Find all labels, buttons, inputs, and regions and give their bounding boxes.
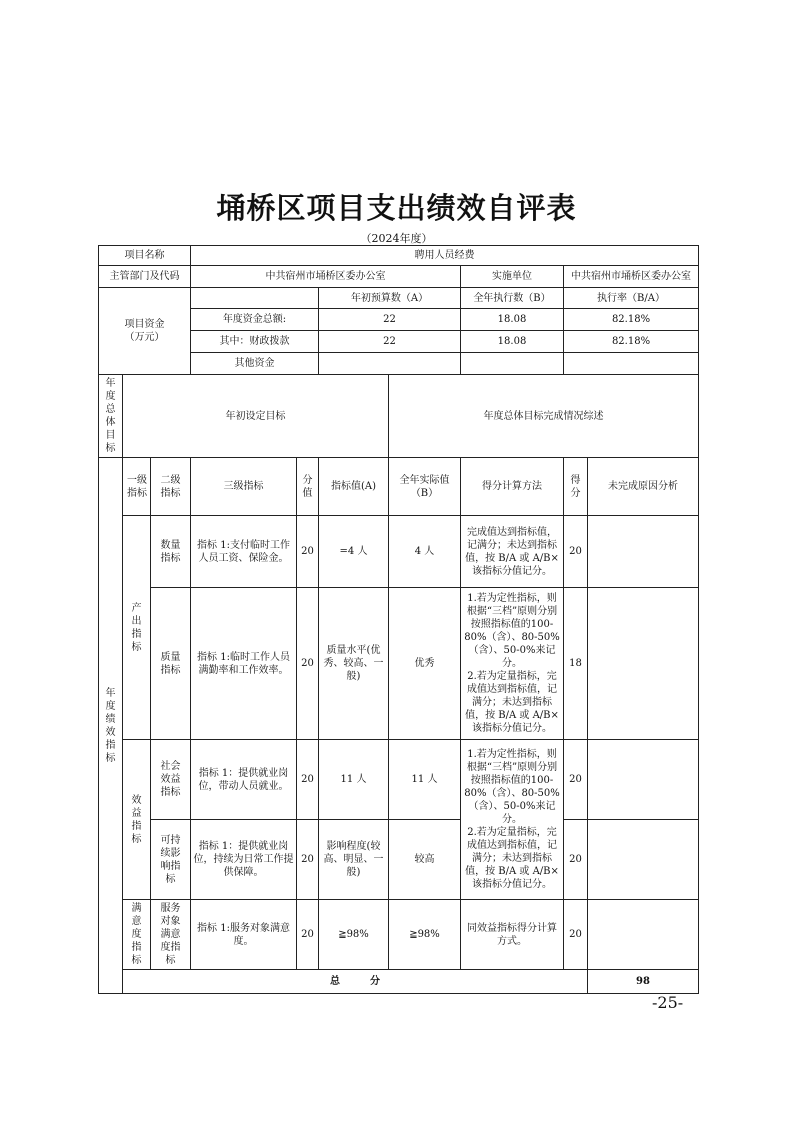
satisfaction-group-label: 满意度指标 — [123, 900, 151, 970]
goal-summary-header: 年度总体目标完成情况综述 — [389, 375, 699, 458]
actual-cell: 较高 — [389, 820, 461, 900]
table-row — [99, 588, 699, 740]
level3-cell: 指标 1:服务对象满意度。 — [191, 900, 297, 970]
actual-cell: 优秀 — [389, 588, 461, 740]
score-header: 得分 — [564, 458, 588, 516]
target-header: 指标值(A) — [319, 458, 389, 516]
score-cell: 18 — [564, 588, 588, 740]
method-cell: 同效益指标得分计算方式。 — [461, 900, 564, 970]
reason-cell — [588, 740, 699, 820]
annual-goal-row — [99, 375, 699, 458]
level3-cell: 指标 1:支付临时工作人员工资、保险金。 — [191, 516, 297, 588]
score-cell: 20 — [564, 820, 588, 900]
reason-cell — [588, 820, 699, 900]
budget-header: 年初预算数（A） — [319, 288, 461, 309]
other-budget — [319, 353, 461, 375]
output-group-label: 产出指标 — [123, 516, 151, 740]
weight-cell: 20 — [297, 900, 319, 970]
total-funds-label: 年度资金总额: — [191, 309, 319, 331]
weight-cell: 20 — [297, 516, 319, 588]
actual-cell: 4 人 — [389, 516, 461, 588]
reason-cell — [588, 516, 699, 588]
table-row — [99, 900, 699, 970]
fiscal-label: 其中：财政拨款 — [191, 331, 319, 353]
indicator-header-row — [99, 458, 699, 516]
funds-blank-header — [191, 288, 319, 309]
actual-cell: ≧98% — [389, 900, 461, 970]
score-cell: 20 — [564, 740, 588, 820]
funds-label: 项目资金 （万元） — [99, 288, 191, 375]
level3-cell: 指标 1:临时工作人员满勤率和工作效率。 — [191, 588, 297, 740]
reason-cell — [588, 588, 699, 740]
effect-group-label: 效益指标 — [123, 740, 151, 900]
level2-cell: 社会效益指标 — [151, 740, 191, 820]
level2-cell: 可持续影响指标 — [151, 820, 191, 900]
level1-header: 一级指标 — [123, 458, 151, 516]
method-cell: 1.若为定性指标，则根据“三档”原则分别按照指标值的100-80%（含）、80-50%（含）、50-0%来记分。 2.若为定量指标，完成值达到指标值，记满分；未达到指标值，按 B/A 或 A/B×该指标分值记分。 — [461, 588, 564, 740]
total-exec: 18.08 — [461, 309, 564, 331]
table-row — [99, 740, 699, 820]
method-header: 得分计算方法 — [461, 458, 564, 516]
weight-cell: 20 — [297, 820, 319, 900]
fiscal-rate: 82.18% — [564, 331, 699, 353]
total-rate: 82.18% — [564, 309, 699, 331]
project-name-label: 项目名称 — [99, 246, 191, 266]
page-number: -25- — [652, 993, 684, 1012]
actual-header: 全年实际值（B） — [389, 458, 461, 516]
target-cell: =4 人 — [319, 516, 389, 588]
total-row — [99, 970, 699, 994]
total-budget: 22 — [319, 309, 461, 331]
level3-cell: 指标 1：提供就业岗位，带动人员就业。 — [191, 740, 297, 820]
initial-goal-header: 年初设定目标 — [123, 375, 389, 458]
actual-cell: 11 人 — [389, 740, 461, 820]
method-cell: 1.若为定性指标，则根据“三档”原则分别按照指标值的100-80%（含）、80-50%（含）、50-0%来记分。 2.若为定量指标，完成值达到指标值，记满分；未达到指标值，按 B/A 或 A/B×该指标分值记分。 — [461, 740, 564, 900]
project-name-value: 聘用人员经费 — [191, 246, 699, 266]
reason-header: 未完成原因分析 — [588, 458, 699, 516]
other-rate — [564, 353, 699, 375]
method-cell: 完成值达到指标值，记满分；未达到指标值，按 B/A 或 A/B×该指标分值记分。 — [461, 516, 564, 588]
level2-cell: 服务对象满意度指标 — [151, 900, 191, 970]
fiscal-budget: 22 — [319, 331, 461, 353]
annual-goal-label: 年度总体目标 — [99, 375, 123, 458]
weight-header: 分值 — [297, 458, 319, 516]
dept-row — [99, 266, 699, 288]
dept-value: 中共宿州市埇桥区委办公室 — [191, 266, 461, 288]
funds-header-row — [99, 288, 699, 309]
target-cell: ≧98% — [319, 900, 389, 970]
impl-unit-value: 中共宿州市埇桥区委办公室 — [564, 266, 699, 288]
other-label: 其他资金 — [191, 353, 319, 375]
exec-header: 全年执行数（B） — [461, 288, 564, 309]
level2-cell: 数量指标 — [151, 516, 191, 588]
table-row — [99, 516, 699, 588]
project-name-row — [99, 246, 699, 266]
total-score-label: 总 分 — [123, 970, 588, 994]
target-cell: 影响程度(较高、明显、一般) — [319, 820, 389, 900]
self-evaluation-table — [98, 245, 699, 994]
level3-header: 三级指标 — [191, 458, 297, 516]
total-score-value: 98 — [588, 970, 699, 994]
weight-cell: 20 — [297, 740, 319, 820]
level3-cell: 指标 1：提供就业岗位，持续为日常工作提供保障。 — [191, 820, 297, 900]
level2-cell: 质量指标 — [151, 588, 191, 740]
target-cell: 11 人 — [319, 740, 389, 820]
dept-label: 主管部门及代码 — [99, 266, 191, 288]
perf-indicator-label: 年度绩效指标 — [99, 458, 123, 994]
weight-cell: 20 — [297, 588, 319, 740]
reason-cell — [588, 900, 699, 970]
rate-header: 执行率（B/A） — [564, 288, 699, 309]
table-row — [99, 820, 699, 900]
impl-unit-label: 实施单位 — [461, 266, 564, 288]
page-title: 埇桥区项目支出绩效自评表 — [216, 191, 577, 225]
other-exec — [461, 353, 564, 375]
level2-header: 二级指标 — [151, 458, 191, 516]
score-cell: 20 — [564, 516, 588, 588]
score-cell: 20 — [564, 900, 588, 970]
year-label: （2024年度） — [360, 232, 433, 245]
fiscal-exec: 18.08 — [461, 331, 564, 353]
target-cell: 质量水平(优秀、较高、一般) — [319, 588, 389, 740]
